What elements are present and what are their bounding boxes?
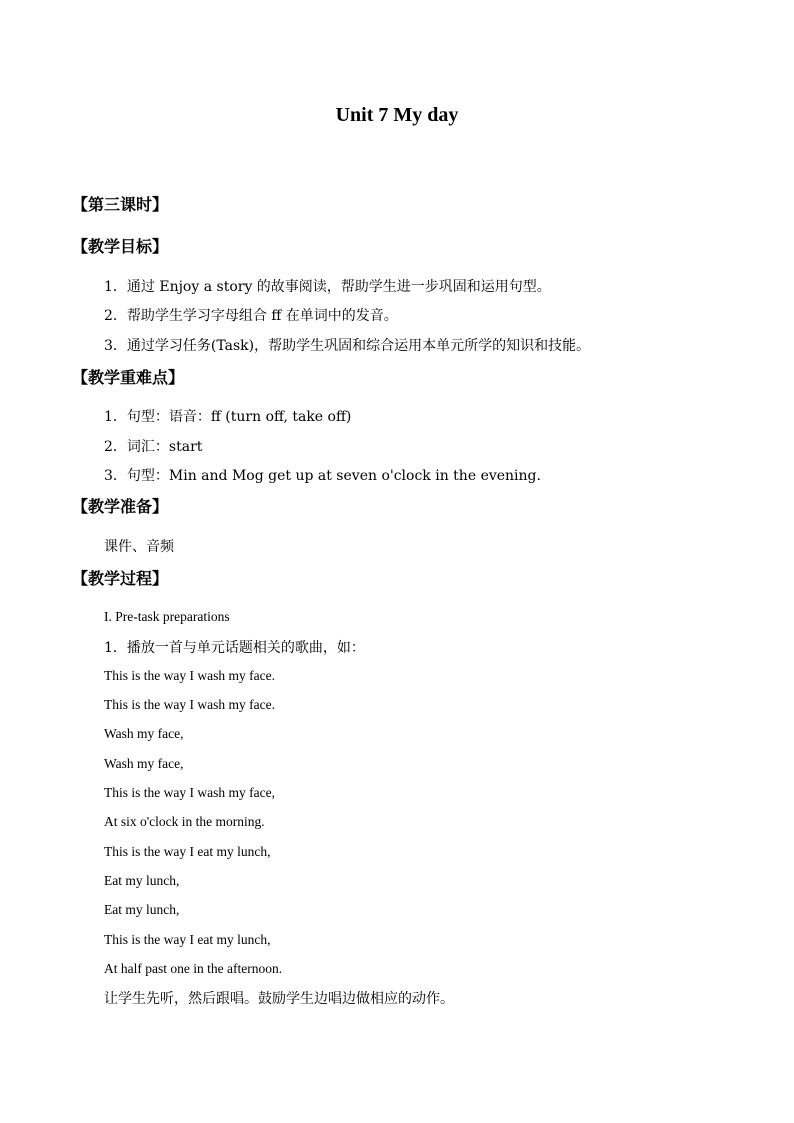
song-line: This is the way I eat my lunch, [104,932,271,947]
key-point-item: 3．句型：Min and Mog get up at seven o'clock in the evening. [104,468,541,484]
song-line: This is the way I wash my face, [104,785,275,800]
lesson-heading: 【第三课时】 [72,195,169,214]
song-line: At six o'clock in the morning. [104,814,265,829]
song-line: Eat my lunch, [104,873,180,888]
step-text: 1．播放一首与单元话题相关的歌曲，如： [104,640,365,656]
song-line: At half past one in the afternoon. [104,961,283,976]
preparation-text: 课件、音频 [104,539,174,555]
objectives-heading: 【教学目标】 [72,237,169,256]
process-heading: 【教学过程】 [72,569,169,588]
objective-item: 2．帮助学生学习字母组合 ff 在单词中的发音。 [104,308,398,324]
key-points-heading: 【教学重难点】 [72,368,185,387]
preparation-heading: 【教学准备】 [72,497,169,516]
key-point-item: 2．词汇：start [104,439,203,455]
song-line: Wash my face, [104,726,184,741]
objective-item: 1．通过 Enjoy a story 的故事阅读，帮助学生进一步巩固和运用句型。 [104,279,551,295]
stage-label: I. Pre-task preparations [104,609,230,624]
objective-item: 3．通过学习任务(Task)，帮助学生巩固和综合运用本单元所学的知识和技能。 [104,338,591,354]
song-line: Eat my lunch, [104,902,180,917]
song-line: This is the way I wash my face. [104,697,275,712]
page-title: Unit 7 My day [335,104,459,126]
song-line: This is the way I eat my lunch, [104,844,271,859]
after-song-text: 让学生先听，然后跟唱。鼓励学生边唱边做相应的动作。 [104,991,454,1007]
song-line: Wash my face, [104,756,184,771]
song-line: This is the way I wash my face. [104,668,275,683]
key-point-item: 1．句型：语音：ff (turn off, take off) [104,409,352,425]
